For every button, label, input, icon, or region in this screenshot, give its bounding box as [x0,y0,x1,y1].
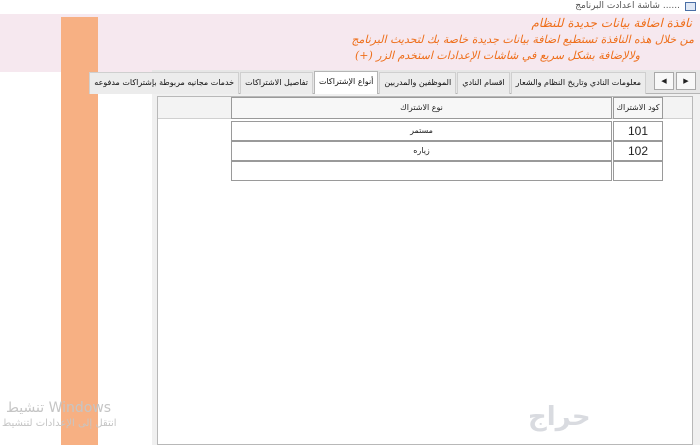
tab-scroll-right-button[interactable]: ▶ [676,72,696,90]
haraj-logo-watermark: حراج [528,402,591,432]
new-row-type-cell[interactable] [231,161,612,181]
row-1-type-cell[interactable]: مستمر [231,121,612,141]
settings-panel [94,70,700,445]
window-title: ...... شاشة اعدادت البرنامج [575,1,680,11]
tab-list [88,72,646,94]
tab-staff-trainers[interactable]: الموظفين والمدربين [379,72,456,94]
tab-content [157,96,693,445]
tab-free-services[interactable]: خدمات مجانيه مربوطة بإشتراكات مدفوعه [89,72,239,94]
tab-subscription-types[interactable]: أنواع الإشتراكات [314,71,378,94]
row-1-code-cell[interactable]: 101 [613,121,663,141]
activation-watermark-text: انتقل إلى الإعدادات لتنشيط [2,418,117,429]
row-2-code-cell[interactable]: 102 [613,141,663,161]
new-row-code-cell[interactable] [613,161,663,181]
column-header-type[interactable]: نوع الاشتراك [231,97,612,119]
info-line-1: نافذة اضافة بيانات جديدة للنظام [531,16,692,30]
info-line-2: من خلال هذه النافذة تستطيع اضافة بيانات جديدة خاصة بك لتحديث البرنامج [351,33,694,46]
tab-club-sections[interactable]: اقسام النادي [457,72,509,94]
app-icon [685,2,696,11]
grid-header-row [158,97,692,119]
tab-scroll-left-button[interactable]: ◀ [654,72,674,90]
tab-club-info[interactable]: معلومات النادي وتاريخ النظام والشعار [511,72,646,94]
title-bar [0,0,700,15]
row-2-type-cell[interactable]: زياره [231,141,612,161]
info-banner [0,14,700,72]
tab-subscription-details[interactable]: تفاصيل الاشتراكات [240,72,313,94]
info-line-3: ولالإضافة بشكل سريع في شاشات الإعدادات استخدم الزر (+) [355,49,640,62]
column-header-code[interactable]: كود الاشتراك [613,97,663,119]
activation-watermark-title: تنشيط Windows [6,400,112,416]
tab-strip [94,70,700,94]
